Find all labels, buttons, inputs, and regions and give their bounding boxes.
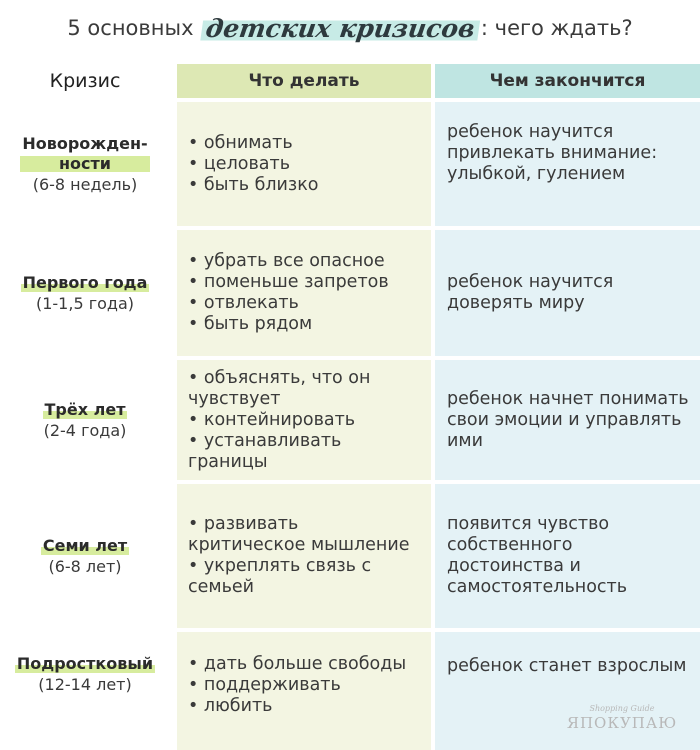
todo-cell [177, 484, 431, 628]
row-age: (12-14 лет) [38, 675, 132, 694]
todo-cell [177, 360, 431, 480]
row-age: (2-4 года) [43, 420, 127, 440]
row-label-first-year [0, 230, 170, 356]
result-cell [435, 230, 700, 356]
row-name: Подростковый [16, 654, 154, 673]
row-label-seven-years [0, 484, 170, 628]
todo-item: • целовать [188, 154, 421, 175]
todo-item: • контейнировать [188, 410, 421, 431]
watermark-big: ЯПОКУПАЮ [566, 714, 678, 732]
todo-item: • поменьше запретов [188, 272, 421, 293]
todo-item: • быть близко [188, 175, 421, 196]
todo-item: • любить [188, 696, 421, 717]
todo-item: • дать больше свободы [188, 654, 421, 675]
result-cell [435, 632, 700, 750]
row-age: (6-8 лет) [48, 556, 122, 576]
title-prefix: 5 основных [67, 16, 194, 40]
watermark-logo [562, 704, 682, 732]
row-name: Первого года [22, 272, 148, 292]
row-label-teen [0, 632, 170, 750]
todo-item: • быть рядом [188, 314, 421, 335]
title-highlight: детских кризисов [200, 14, 481, 43]
header-todo: Что делать [177, 64, 431, 98]
row-name: Семи лет [42, 535, 128, 555]
todo-item: • обнимать [188, 133, 421, 154]
title-suffix: : чего ждать? [480, 16, 633, 40]
result-cell [435, 102, 700, 226]
row-label-newborn [0, 102, 170, 226]
result-text: ребенок начнет понимать свои эмоции и управлять ими [447, 388, 689, 451]
todo-item: • убрать все опасное [188, 251, 421, 272]
todo-cell [177, 632, 431, 750]
row-name: Новорожден- ности [22, 133, 148, 173]
watermark-small: Shopping Guide [589, 704, 655, 713]
row-age: (1-1,5 года) [35, 293, 135, 313]
todo-item: • развивать критическое мышление [188, 514, 421, 556]
todo-item: • поддерживать [188, 675, 421, 696]
result-text: ребенок научится привлекать внимание: улыбкой, гулением [447, 122, 658, 184]
result-text: появится чувство собственного достоинства и самостоятельность [447, 514, 628, 597]
result-text: ребенок научится доверять миру [447, 272, 614, 313]
result-text: ребенок станет взрослым [447, 656, 687, 676]
todo-item: • отвлекать [188, 293, 421, 314]
row-label-three-years [0, 360, 170, 480]
todo-cell [177, 102, 431, 226]
result-cell [435, 360, 700, 480]
todo-item: • устанавливать границы [188, 431, 421, 473]
header-crisis: Кризис [49, 70, 121, 92]
todo-item: • объяснять, что он чувствует [188, 368, 421, 410]
row-age: (6-8 недель) [32, 174, 138, 194]
header-result: Чем закончится [435, 64, 700, 98]
result-cell [435, 484, 700, 628]
row-name: Трёх лет [44, 399, 126, 419]
todo-cell [177, 230, 431, 356]
todo-item: • укреплять связь с семьей [188, 556, 421, 598]
